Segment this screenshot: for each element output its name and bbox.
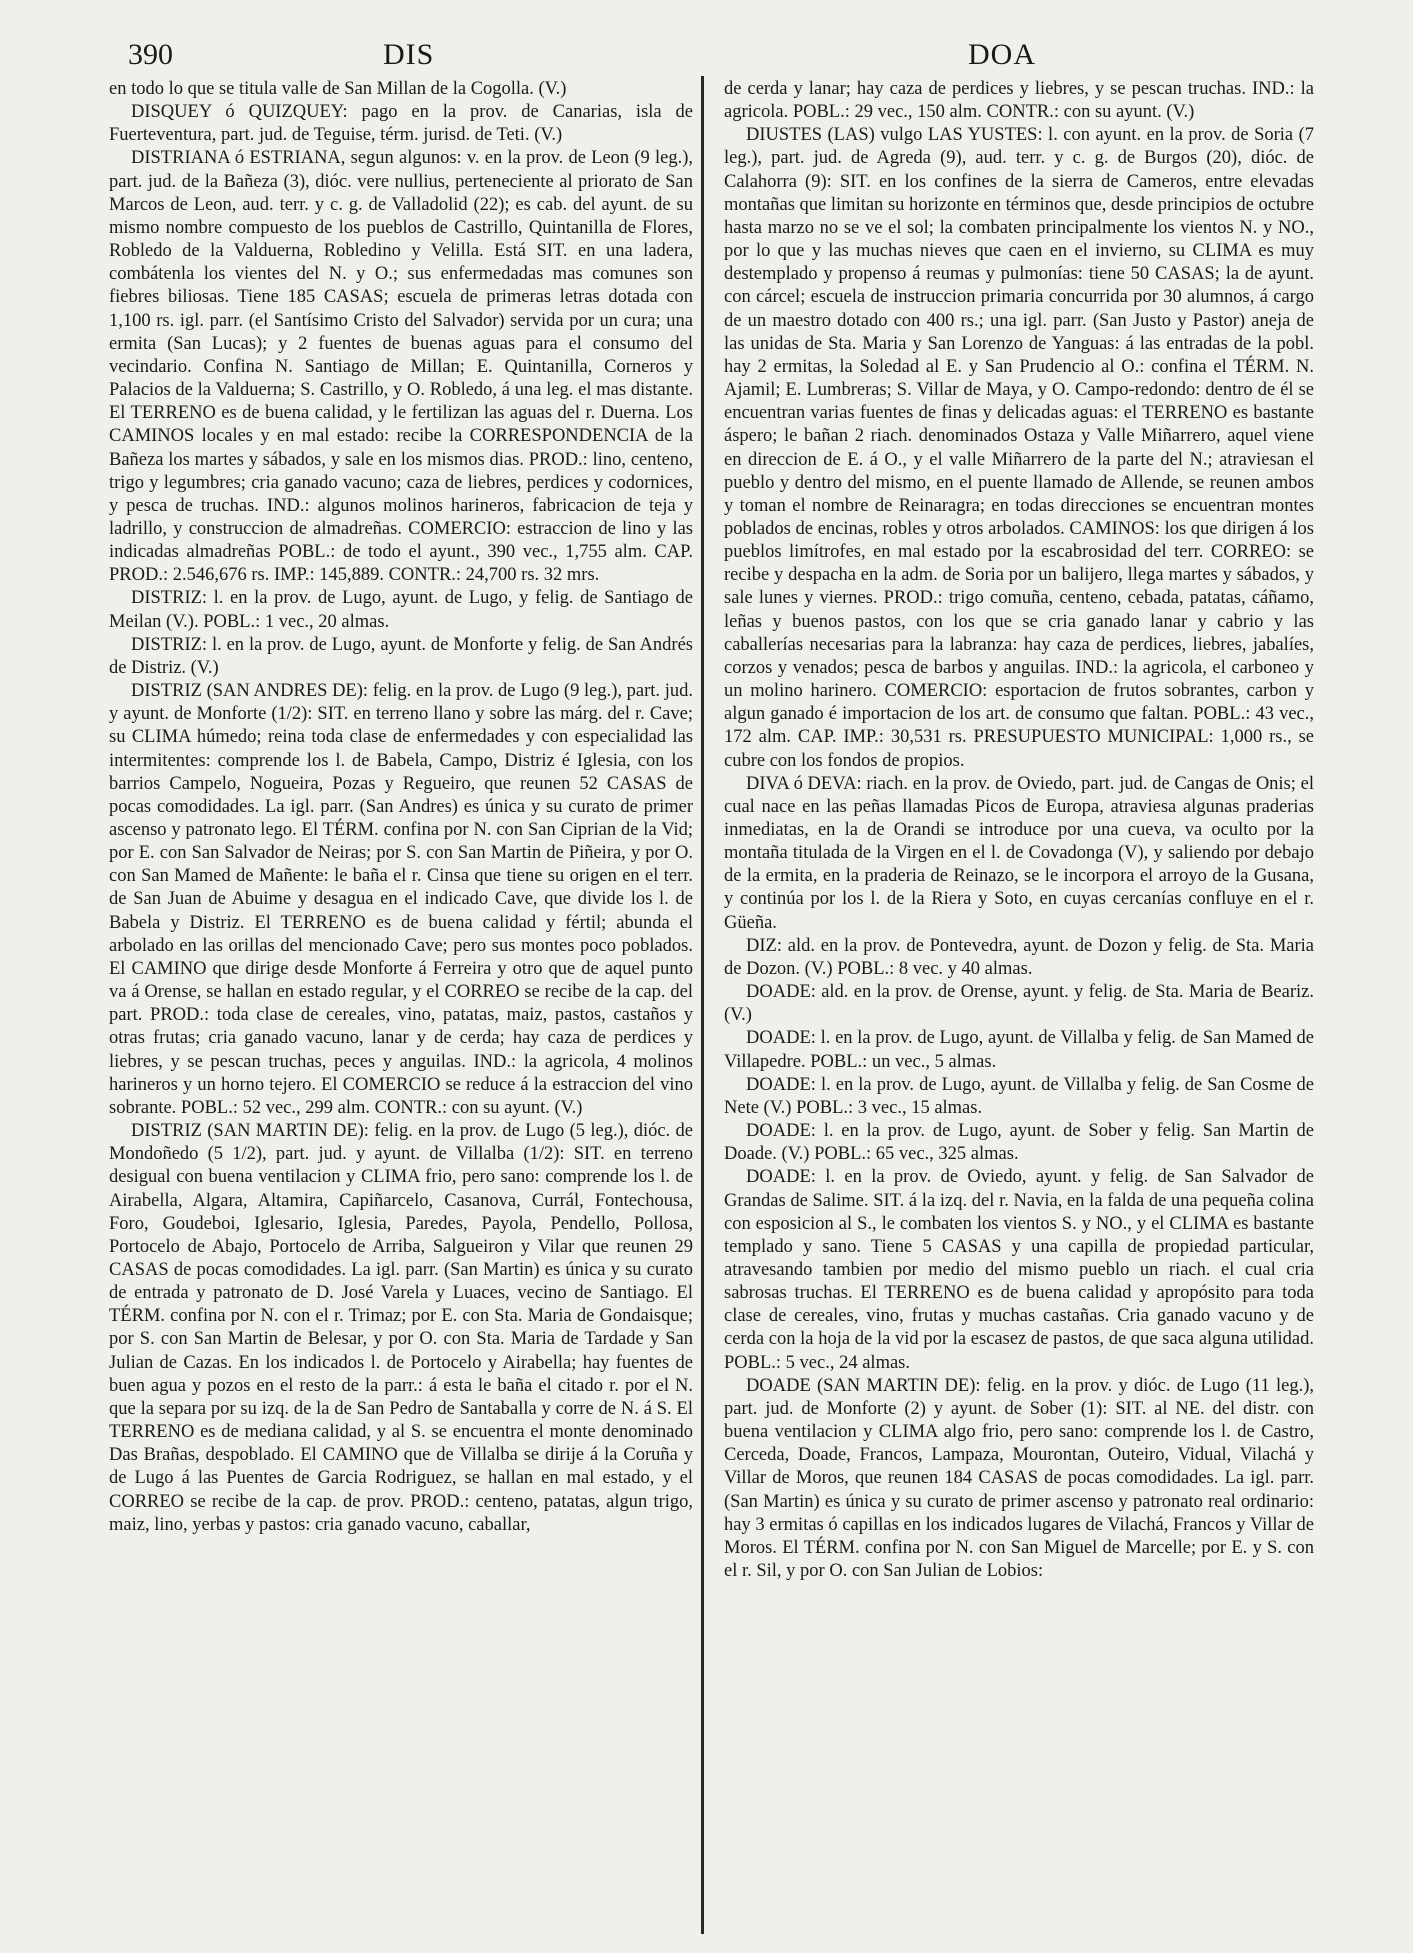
dictionary-entry: DOADE (SAN MARTIN DE): felig. en la prov. y dióc. de Lugo (11 leg.), part. jud. de Monforte (2) y ayunt. de Sober (1): SIT. al NE. del distr. con buena ventilacion y CLIMA algo frio, pero sano: comprende los l. de Castro, Cerceda, Doade, Francos, Lampaza, Mourontan, Outeiro, Vidual, Vilachá y Villar de Moros, que reunen 184 CASAS de pocas comodidades. La igl. parr. (San Martin) es única y su curato de primer ascenso y patronato real ordinario: hay 3 ermitas ó capillas en los indicados lugares de Vilachá, Francos y Villar de Moros. El TÉRM. confina por N. con San Miguel de Marcelle; por E. y S. con el r. Sil, y por O. con San Julian de Lobios:: [724, 1375, 1314, 1581]
left-column: [109, 78, 693, 1537]
dictionary-entry: DISTRIANA ó ESTRIANA, segun algunos: v. en la prov. de Leon (9 leg.), part. jud. de la Bañeza (3), dióc. vere nullius, perteneciente al priorato de San Marcos de Leon, aud. terr. y c. g. de Valladolid (22); es cab. del ayunt. de su mismo nombre compuesto de los pueblos de Castrillo, Quintanilla de Flores, Robledo de la Valduerna, Robledino y Velilla. Está SIT. en una ladera, combátenla los vientes del N. y O.; sus enfermedadas mas comunes son fiebres biliosas. Tiene 185 CASAS; escuela de primeras letras dotada con 1,100 rs. igl. parr. (el Santísimo Cristo del Salvador) servida por un cura; una ermita (San Lucas); y 2 fuentes de buenas aguas para el consumo del vecindario. Confina N. Santiago de Millan; E. Quintanilla, Corneros y Palacios de la Valduerna; S. Castrillo, y O. Robledo, á una leg. el mas distante. El TERRENO es de buena calidad, y le fertilizan las aguas del r. Duerna. Los CAMINOS locales y en mal estado: recibe la CORRESPONDENCIA de la Bañeza los martes y sábados, y sale en los mismos dias. PROD.: lino, centeno, trigo y legumbres; cria ganado vacuno; caza de liebres, perdices y codornices, y pesca de truchas. IND.: algunos molinos harineros, fabricacion de teja y ladrillo, y construccion de almadreñas. COMERCIO: estraccion de lino y las indicadas almadreñas POBL.: de todo el ayunt., 390 vec., 1,755 alm. CAP. PROD.: 2.546,676 rs. IMP.: 145,889. CONTR.: 24,700 rs. 32 mrs.: [109, 148, 693, 586]
dictionary-entry: DIZ: ald. en la prov. de Pontevedra, ayunt. de Dozon y felig. de Sta. Maria de Dozon. (V.) POBL.: 8 vec. y 40 almas.: [724, 935, 1314, 979]
dictionary-entry: DISTRIZ (SAN MARTIN DE): felig. en la prov. de Lugo (5 leg.), dióc. de Mondoñedo (5 1/2), part. jud. y ayunt. de Villalba (1/2): SIT. en terreno desigual con buena ventilacion y CLIMA frio, pero sano: comprende los l. de Airabella, Algara, Altamira, Capiñarcelo, Casanova, Currál, Fontechousa, Foro, Goudeboi, Iglesario, Iglesia, Paredes, Payola, Pendello, Pollosa, Portocelo de Abajo, Portocelo de Arriba, Salgueiron y Vilar que reunen 29 CASAS de pocas comodidades. La igl. parr. (San Martin) es única y su curato de entrada y patronato de D. José Varela y Luaces, vecino de Santiago. El TÉRM. confina por N. con el r. Trimaz; por E. con Sta. Maria de Gondaisque; por S. con San Martin de Belesar, y por O. con Sta. Maria de Tardade y San Julian de Cazas. En los indicados l. de Portocelo y Airabella; hay fuentes de buen agua y pozos en el resto de la parr.: á esta le baña el citado r. por el N. que la separa por su izq. de la de San Pedro de Santaballa y corre de N. á S. El TERRENO es de mediana calidad, y al S. se encuentra el monte denominado Das Brañas, despoblado. El CAMINO que de Villalba se dirije á la Coruña y de Lugo á las Puentes de Garcia Rodriguez, se hallan en mal estado, y el CORREO se recibe de la cap. de prov. PROD.: centeno, patatas, algun trigo, maiz, lino, yerbas y pastos: cria ganado vacuno, caballar,: [109, 1121, 693, 1535]
continued-entry-text: en todo lo que se titula valle de San Millan de la Cogolla. (V.): [109, 79, 567, 99]
right-running-heading: DOA: [968, 38, 1036, 71]
running-head: [0, 38, 1413, 82]
dictionary-entry: DIVA ó DEVA: riach. en la prov. de Oviedo, part. jud. de Cangas de Onis; el cual nace en las peñas llamadas Picos de Europa, atraviesa algunas praderias inmediatas, en la de Orandi se introduce por una cueva, va oculto por la montaña titulada de la Virgen en el l. de Covadonga (V), y saliendo por debajo de la ermita, en la praderia de Reinazo, se le incorpora el arroyo de la Gusana, y continúa por los l. de la Riera y Soto, en cuyas cercanías confluye en el r. Güeña.: [724, 773, 1314, 933]
dictionary-entry: DISTRIZ (SAN ANDRES DE): felig. en la prov. de Lugo (9 leg.), part. jud. y ayunt. de Monforte (1/2): SIT. en terreno llano y sobre las márg. del r. Cave; su CLIMA húmedo; reina toda clase de enfermedades y con especialidad las intermitentes: comprende los l. de Babela, Campo, Distriz é Iglesia, con los barrios Campelo, Nogueira, Pozas y Regueiro, que reunen 52 CASAS de pocas comodidades. La igl. parr. (San Andres) es única y su curato de primer ascenso y patronato lego. El TÉRM. confina por N. con San Ciprian de la Vid; por E. con San Salvador de Neiras; por S. con San Martin de Piñeira, y por O. con San Mamed de Mañente: le baña el r. Cinsa que tiene su origen en el terr. de San Juan de Abuime y desagua en el indicado Cave, que divide los l. de Babela y Distriz. El TERRENO es de buena calidad y fértil; abunda el arbolado en las orillas del mencionado Cave; pero sus montes poco poblados. El CAMINO que dirige desde Monforte á Ferreira y otro que de aquel punto va á Orense, se hallan en estado regular, y el CORREO se recibe de la cap. del part. PROD.: toda clase de cereales, vino, patatas, maiz, pastos, castaños y otras frutas; cria ganado vacuno, lanar y de cerda; hay caza de perdices y liebres, y se pescan truchas, peces y anguilas. IND.: la agricola, 4 molinos harineros y un horno tejero. El COMERCIO se reduce á la estraccion del vino sobrante. POBL.: 52 vec., 299 alm. CONTR.: con su ayunt. (V.): [109, 681, 693, 1118]
dictionary-entry: DOADE: l. en la prov. de Lugo, ayunt. de Sober y felig. San Martin de Doade. (V.) POBL.: 65 vec., 325 almas.: [724, 1121, 1314, 1165]
right-column: [724, 78, 1314, 1583]
dictionary-entry: DISTRIZ: l. en la prov. de Lugo, ayunt. de Lugo, y felig. de Santiago de Meilan (V.). POBL.: 1 vec., 20 almas.: [109, 588, 693, 632]
dictionary-entry: DOADE: ald. en la prov. de Orense, ayunt. y felig. de Sta. Maria de Beariz. (V.): [724, 982, 1314, 1026]
dictionary-entry: DISTRIZ: l. en la prov. de Lugo, ayunt. de Monforte y felig. de San Andrés de Distriz. (V.): [109, 634, 693, 678]
page-number: 390: [128, 38, 173, 71]
dictionary-entry: DIUSTES (LAS) vulgo LAS YUSTES: l. con ayunt. en la prov. de Soria (7 leg.), part. jud. de Agreda (9), aud. terr. y c. g. de Burgos (20), dióc. de Calahorra (9): SIT. en los confines de la sierra de Cameros, entre elevadas montañas que limitan su horizonte en términos que, desde principios de octubre hasta marzo no se ve el sol; la combaten principalmente los vientos N. y NO., por lo que y las muchas nieves que caen en el invierno, su CLIMA es muy destemplado y propenso á reumas y pulmonías: tiene 50 CASAS; la de ayunt. con cárcel; escuela de instruccion primaria concurrida por 30 alumnos, á cargo de un maestro dotado con 400 rs.; una igl. parr. (San Justo y Pastor) aneja de las unidas de Sta. Maria y San Lorenzo de Yanguas: á las entradas de la pobl. hay 2 ermitas, la Soledad al E. y San Prudencio al O.: confina el TÉRM. N. Ajamil; E. Lumbreras; S. Villar de Maya, y O. Campo-redondo: dentro de él se encuentran varias fuentes de finas y delicadas aguas: el TERRENO es bastante áspero; le bañan 2 riach. denominados Ostaza y Valle Miñarrero, aquel viene en direccion de E. á O., y el valle Miñarrero de la parte del N.; atraviesan el pueblo y dentro del mismo, en el puente llamado de Allende, se reunen ambos y toman el nombre de Reinaragra; en todas direcciones se encuentran montes poblados de encinas, robles y otros arbolados. CAMINOS: los que dirigen á los pueblos limítrofes, en mal estado por la escabrosidad del terr. CORREO: se recibe y despacha en la adm. de Soria por un balijero, llega martes y sábados, y sale lunes y viernes. PROD.: trigo comuña, centeno, cebada, patatas, cáñamo, leñas y buenos pastos, con los que se cria ganado lanar y cabrio y las caballerías necesarias para la labranza: hay caza de perdices, liebres, jabalíes, corzos y venados; pesca de barbos y anguilas. IND.: la agricola, el carboneo y un molino harinero. COMERCIO: esportacion de frutos sobrantes, carbon y algun ganado é importacion de los art. de consumo que faltan. POBL.: 43 vec., 172 alm. CAP. IMP.: 30,531 rs. PRESUPUESTO MUNICIPAL: 1,000 rs., se cubre con los fondos de propios.: [724, 125, 1314, 771]
dictionary-entry: DOADE: l. en la prov. de Oviedo, ayunt. y felig. de San Salvador de Grandas de Salime. SIT. á la izq. del r. Navia, en la falda de una pequeña colina con esposicion al S., le combaten los vientos S. y NO., y el CLIMA es bastante templado y sano. Tiene 5 CASAS y una capilla de propiedad particular, atravesando tambien por medio del mismo pueblo un riach. el cual cria sabrosas truchas. El TERRENO es de buena calidad y apropósito para toda clase de cereales, vino, frutas y muchas castañas. Cria ganado vacuno y de cerda con la hoja de la vid por la escasez de pastos, de que saca alguna utilidad. POBL.: 5 vec., 24 almas.: [724, 1167, 1314, 1373]
dictionary-entry: DOADE: l. en la prov. de Lugo, ayunt. de Villalba y felig. de San Cosme de Nete (V.) POBL.: 3 vec., 15 almas.: [724, 1074, 1314, 1118]
left-running-heading: DIS: [383, 38, 435, 71]
continued-entry-text: de cerda y lanar; hay caza de perdices y liebres, y se pescan truchas. IND.: la agricola. POBL.: 29 vec., 150 alm. CONTR.: con su ayunt. (V.): [724, 79, 1314, 123]
column-divider: [701, 76, 704, 1934]
dictionary-entry: DOADE: l. en la prov. de Lugo, ayunt. de Villalba y felig. de San Mamed de Villapedre. POBL.: un vec., 5 almas.: [724, 1028, 1314, 1072]
dictionary-entry: DISQUEY ó QUIZQUEY: pago en la prov. de Canarias, isla de Fuerteventura, part. jud. de Teguise, térm. jurisd. de Teti. (V.): [109, 102, 693, 146]
